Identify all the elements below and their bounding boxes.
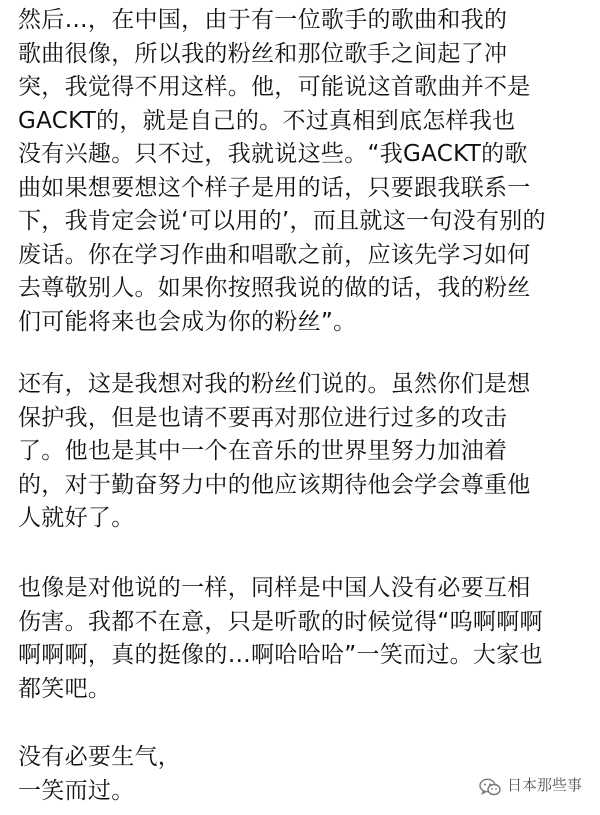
paragraph-2 — [18, 368, 586, 536]
text-line: 还有，这是我想对我的粉丝们说的。虽然你们是想 — [18, 371, 531, 397]
text-line: 废话。你在学习作曲和唱歌之前，应该先学习如何 — [18, 241, 531, 268]
paragraph-1 — [18, 4, 586, 339]
text-line: 啊啊啊，真的挺像的…啊哈哈哈”一笑而过。大家也 — [18, 642, 543, 668]
text-line: GACKT的，就是自己的。不过真相到底怎样我也 — [18, 107, 516, 134]
text-line: 都笑吧。 — [18, 675, 112, 702]
text-line: 歌曲很像，所以我的粉丝和那位歌手之间起了冲 — [18, 40, 508, 67]
text-line: 突，我觉得不用这样。他，可能说这首歌曲并不是 — [18, 74, 531, 100]
text-line: 也像是对他说的一样，同样是中国人没有必要互相 — [18, 575, 531, 601]
watermark — [479, 770, 582, 800]
text-line: 人就好了。 — [18, 505, 135, 531]
text-line: 然后…，在中国，由于有一位歌手的歌曲和我的 — [18, 7, 508, 33]
text-line: 下，我肯定会说‘可以用的’，而且就这一句没有别的 — [18, 208, 546, 234]
text-line: 的，对于勤奋努力中的他应该期待他会学会尊重他 — [18, 471, 531, 498]
text-line: 一笑而过。 — [18, 777, 135, 804]
text-line: 曲如果想要想这个样子是用的话，只要跟我联系一 — [18, 174, 531, 201]
text-line: 们可能将来也会成为你的粉丝”。 — [18, 308, 357, 335]
paragraph-3 — [18, 572, 586, 706]
text-line: 保护我，但是也请不要再对那位进行过多的攻击 — [18, 404, 508, 431]
text-line: 伤害。我都不在意，只是听歌的时候觉得“呜啊啊啊 — [18, 608, 543, 635]
text-line: 去尊敬别人。如果你按照我说的做的话，我的粉丝 — [18, 275, 531, 301]
watermark-text: 日本那些事 — [506, 776, 582, 794]
text-line: 没有兴趣。只不过，我就说这些。“我GACKT的歌 — [18, 141, 528, 167]
text-line: 没有必要生气， — [18, 744, 182, 770]
wechat-icon — [479, 776, 501, 794]
text-line: 了。他也是其中一个在音乐的世界里努力加油着 — [18, 438, 508, 464]
